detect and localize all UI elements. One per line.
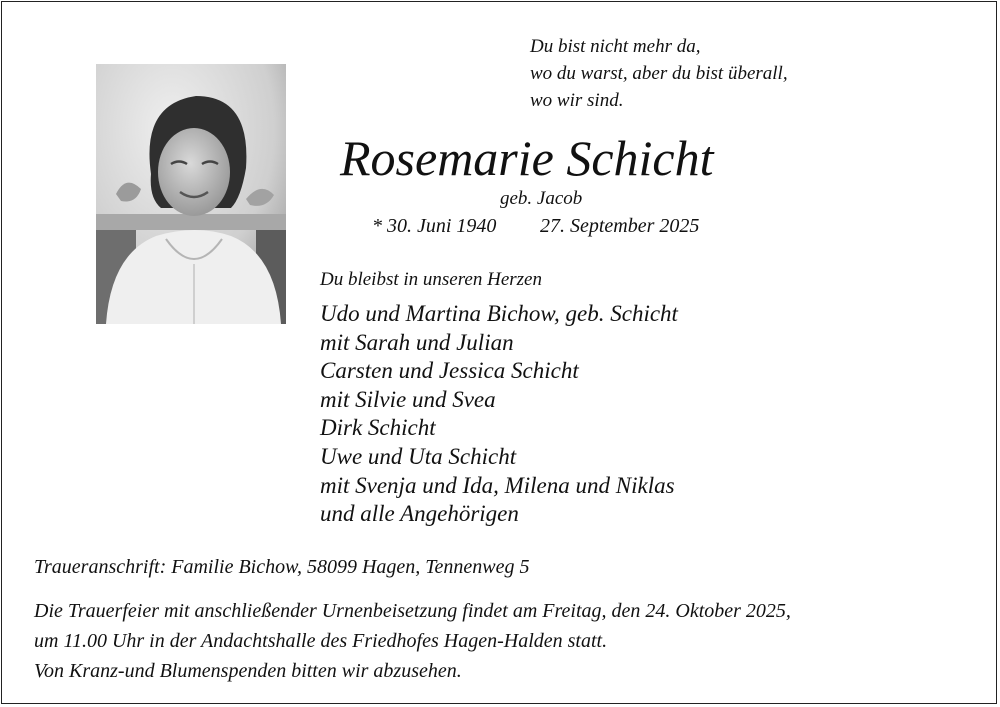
ceremony-line: um 11.00 Uhr in der Andachtshalle des Friedhofes Hagen-Halden statt.: [34, 630, 608, 652]
ceremony-info: [34, 596, 791, 686]
death-date: 27. September 2025: [540, 215, 700, 237]
quote-line: wo du warst, aber du bist überall,: [530, 63, 788, 84]
family-member: mit Svenja und Ida, Milena und Niklas: [320, 472, 675, 498]
family-member: mit Sarah und Julian: [320, 329, 514, 355]
birth-date: * 30. Juni 1940: [372, 215, 497, 237]
family-list: [320, 300, 678, 529]
quote-line: wo wir sind.: [530, 90, 624, 111]
ceremony-line: Von Kranz-und Blumenspenden bitten wir abzusehen.: [34, 660, 462, 682]
farewell-line: Du bleibst in unseren Herzen: [320, 269, 542, 290]
portrait-image: [96, 64, 286, 324]
maiden-name: geb. Jacob: [500, 188, 583, 209]
family-member: Dirk Schicht: [320, 415, 436, 441]
mourning-address: Traueranschrift: Familie Bichow, 58099 Hagen, Tennenweg 5: [34, 556, 530, 578]
portrait-photo: [96, 64, 286, 324]
family-member: Udo und Martina Bichow, geb. Schicht: [320, 301, 678, 326]
family-member: und alle Angehörigen: [320, 501, 519, 527]
deceased-name: Rosemarie Schicht: [340, 130, 714, 186]
family-member: Uwe und Uta Schicht: [320, 443, 517, 469]
family-member: mit Silvie und Svea: [320, 386, 496, 412]
ceremony-line: Die Trauerfeier mit anschließender Urnenbeisetzung findet am Freitag, den 24. Oktober 2025,: [34, 600, 791, 622]
quote-line: Du bist nicht mehr da,: [530, 36, 701, 57]
memorial-quote: [530, 33, 788, 114]
family-member: Carsten und Jessica Schicht: [320, 358, 579, 384]
